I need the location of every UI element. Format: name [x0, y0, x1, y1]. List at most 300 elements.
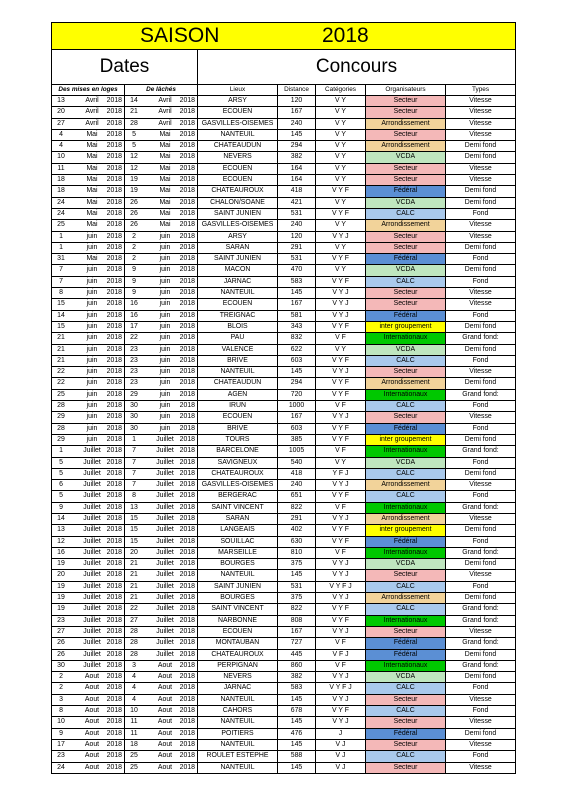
table-row [52, 355, 516, 366]
lieu-cell: SAVIGNEUX [198, 457, 278, 468]
lacher-date-day: 10 [130, 707, 138, 715]
lacher-date-day: 7 [132, 458, 136, 466]
lacher-date-year: 2018 [179, 368, 195, 376]
categories-cell: V Y F [316, 615, 366, 626]
lacher-date-month: Juillet [156, 627, 174, 635]
organisateur-cell: Fédéral [366, 728, 446, 739]
table-row [52, 547, 516, 558]
categories-cell: V Y [316, 344, 366, 355]
organisateur-cell: Internationaux [366, 660, 446, 671]
organisateur-cell: Arrondissement [366, 378, 446, 389]
lacher-date-year: 2018 [179, 142, 195, 150]
type-cell: Grand fond: [446, 502, 516, 513]
mise-en-loge-date [52, 513, 125, 524]
lacher-date-day: 28 [130, 627, 138, 635]
table-row [52, 276, 516, 287]
mise-en-loge-date [52, 141, 125, 152]
lacher-date-year: 2018 [179, 481, 195, 489]
mise-en-loge-date-day: 21 [57, 356, 65, 364]
distance-cell: 603 [278, 355, 316, 366]
categories-cell: V Y [316, 152, 366, 163]
lacher-date [125, 468, 198, 479]
type-cell: Fond [446, 208, 516, 219]
lacher-date [125, 672, 198, 683]
mise-en-loge-date-year: 2018 [106, 548, 122, 556]
lacher-date [125, 96, 198, 107]
lacher-date-year: 2018 [179, 661, 195, 669]
mise-en-loge-date-month: Mai [86, 153, 98, 161]
mise-en-loge-date-year: 2018 [106, 605, 122, 613]
distance-cell: 531 [278, 581, 316, 592]
lacher-date-month: juin [159, 277, 171, 285]
mise-en-loge-date [52, 220, 125, 231]
mise-en-loge-date [52, 389, 125, 400]
mise-en-loge-date-month: Juillet [83, 560, 101, 568]
type-cell: Vitesse [446, 480, 516, 491]
lacher-date [125, 638, 198, 649]
categories-cell: V J [316, 739, 366, 750]
mise-en-loge-date-month: Aout [84, 763, 100, 771]
distance-cell: 145 [278, 367, 316, 378]
organisateur-cell: VCDA [366, 672, 446, 683]
mise-en-loge-date-year: 2018 [106, 526, 122, 534]
mise-en-loge-date-day: 10 [57, 153, 65, 161]
lacher-date-year: 2018 [179, 447, 195, 455]
lacher-date-day: 1 [132, 435, 136, 443]
lacher-date [125, 208, 198, 219]
type-cell: Vitesse [446, 412, 516, 423]
type-cell: Vitesse [446, 299, 516, 310]
lacher-date-month: juin [159, 289, 171, 297]
mise-en-loge-date [52, 615, 125, 626]
mise-en-loge-date-month: Juillet [83, 548, 101, 556]
table-row [52, 502, 516, 513]
mise-en-loge-date-month: juin [86, 368, 98, 376]
distance-cell: 164 [278, 163, 316, 174]
lacher-date [125, 615, 198, 626]
lacher-date-year: 2018 [179, 221, 195, 229]
lacher-date-month: Aout [157, 740, 173, 748]
lieu-cell: NANTEUIL [198, 762, 278, 773]
distance-cell: 418 [278, 186, 316, 197]
lacher-date-month: Aout [157, 752, 173, 760]
mise-en-loge-date [52, 649, 125, 660]
lacher-date-year: 2018 [179, 164, 195, 172]
categories-cell: V Y F [316, 706, 366, 717]
mise-en-loge-date-month: Mai [86, 221, 98, 229]
lacher-date-day: 16 [130, 311, 138, 319]
lacher-date-year: 2018 [179, 424, 195, 432]
lacher-date-year: 2018 [179, 571, 195, 579]
lacher-date [125, 152, 198, 163]
lacher-date [125, 649, 198, 660]
lacher-date-day: 30 [130, 402, 138, 410]
mise-en-loge-date-day: 19 [57, 605, 65, 613]
mise-en-loge-date-year: 2018 [106, 571, 122, 579]
lacher-date-year: 2018 [179, 740, 195, 748]
categories-cell: V Y J [316, 570, 366, 581]
lacher-date-month: Aout [157, 661, 173, 669]
organisateur-cell: Secteur [366, 626, 446, 637]
categories-cell: V Y J [316, 593, 366, 604]
lacher-date-day: 25 [130, 763, 138, 771]
organisateur-cell: CALC [366, 208, 446, 219]
organisateur-cell: Secteur [366, 163, 446, 174]
type-cell: Fond [446, 401, 516, 412]
mise-en-loge-date-day: 5 [59, 458, 63, 466]
mise-en-loge-date-year: 2018 [106, 447, 122, 455]
lacher-date-year: 2018 [179, 684, 195, 692]
table-row [52, 333, 516, 344]
mise-en-loge-date-year: 2018 [106, 560, 122, 568]
categories-cell: V Y [316, 265, 366, 276]
lieu-cell: MONTAUBAN [198, 638, 278, 649]
lacher-date-month: Avril [158, 97, 172, 104]
mise-en-loge-date [52, 446, 125, 457]
lacher-date-month: juin [159, 379, 171, 387]
categories-cell: V Y F [316, 186, 366, 197]
mise-en-loge-date-year: 2018 [106, 266, 122, 274]
mise-en-loge-date [52, 739, 125, 750]
mise-en-loge-date-month: juin [86, 266, 98, 274]
mise-en-loge-date-day: 13 [57, 526, 65, 534]
lacher-date-day: 2 [132, 243, 136, 251]
mise-en-loge-date-day: 4 [59, 142, 63, 150]
categories-cell: V J [316, 751, 366, 762]
mise-en-loge-date [52, 728, 125, 739]
lacher-date-month: Aout [157, 695, 173, 703]
mise-en-loge-date-month: juin [86, 300, 98, 308]
categories-cell: V Y [316, 175, 366, 186]
lacher-date-day: 21 [130, 594, 138, 602]
lacher-date-year: 2018 [179, 277, 195, 285]
lacher-date-year: 2018 [179, 435, 195, 443]
type-cell: Grand fond: [446, 333, 516, 344]
categories-cell: V F J [316, 649, 366, 660]
distance-cell: 385 [278, 434, 316, 445]
lacher-date-day: 26 [130, 221, 138, 229]
lacher-date [125, 434, 198, 445]
lacher-date [125, 536, 198, 547]
organisateur-cell: Fédéral [366, 649, 446, 660]
mise-en-loge-date-month: juin [86, 311, 98, 319]
mise-en-loge-date-day: 13 [57, 97, 65, 104]
lacher-date [125, 694, 198, 705]
type-cell: Fond [446, 491, 516, 502]
mise-en-loge-date-day: 19 [57, 560, 65, 568]
categories-cell: V Y J [316, 717, 366, 728]
mise-en-loge-date-year: 2018 [106, 243, 122, 251]
categories-cell: V Y J [316, 231, 366, 242]
lacher-date-year: 2018 [179, 402, 195, 410]
mise-en-loge-date-day: 24 [57, 763, 65, 771]
lieu-cell: CHATEAUROUX [198, 649, 278, 660]
lacher-date-month: juin [159, 232, 171, 240]
mise-en-loge-date-month: Aout [84, 752, 100, 760]
table-row [52, 660, 516, 671]
organisateur-cell: CALC [366, 401, 446, 412]
lacher-date [125, 480, 198, 491]
mise-en-loge-date-day: 1 [59, 447, 63, 455]
mise-en-loge-date-year: 2018 [106, 469, 122, 477]
mise-en-loge-date-year: 2018 [106, 142, 122, 150]
lieu-cell: GASVILLES-OISEMES [198, 220, 278, 231]
lacher-date-year: 2018 [179, 548, 195, 556]
mise-en-loge-date-year: 2018 [106, 164, 122, 172]
lacher-date-year: 2018 [179, 209, 195, 217]
lieu-cell: SAINT JUNIEN [198, 254, 278, 265]
mise-en-loge-date [52, 231, 125, 242]
lieu-cell: ECOUEN [198, 412, 278, 423]
mise-en-loge-date [52, 604, 125, 615]
categories-cell: V Y F [316, 604, 366, 615]
mise-en-loge-date [52, 367, 125, 378]
mise-en-loge-date-year: 2018 [106, 718, 122, 726]
lacher-date-day: 12 [130, 153, 138, 161]
mise-en-loge-date-year: 2018 [106, 616, 122, 624]
lacher-date-month: Mai [159, 176, 171, 184]
table-row [52, 288, 516, 299]
lacher-date [125, 739, 198, 750]
organisateur-cell: VCDA [366, 344, 446, 355]
mise-en-loge-date-month: Mai [86, 209, 98, 217]
mise-en-loge-date-day: 21 [57, 334, 65, 342]
mise-en-loge-date [52, 96, 125, 107]
lacher-date-month: Juillet [156, 571, 174, 579]
mise-en-loge-date-month: Mai [86, 187, 98, 195]
mise-en-loge-date [52, 412, 125, 423]
distance-cell: 603 [278, 423, 316, 434]
distance-cell: 240 [278, 220, 316, 231]
table-row [52, 197, 516, 208]
type-cell: Grand fond: [446, 638, 516, 649]
lacher-date-month: Mai [159, 164, 171, 172]
mise-en-loge-date-year: 2018 [106, 176, 122, 184]
title-saison: SAISON [140, 24, 220, 47]
type-cell: Demi fond [446, 186, 516, 197]
mise-en-loge-date-year: 2018 [106, 684, 122, 692]
mise-en-loge-date-year: 2018 [106, 752, 122, 760]
lacher-date-day: 19 [130, 176, 138, 184]
lacher-date-day: 30 [130, 424, 138, 432]
type-cell: Grand fond: [446, 604, 516, 615]
mise-en-loge-date-day: 8 [59, 707, 63, 715]
mise-en-loge-date-year: 2018 [106, 458, 122, 466]
table-row [52, 570, 516, 581]
mise-en-loge-date-year: 2018 [106, 277, 122, 285]
lieu-cell: PERPIGNAN [198, 660, 278, 671]
lacher-date-day: 26 [130, 209, 138, 217]
mise-en-loge-date-month: Aout [84, 718, 100, 726]
lacher-date [125, 513, 198, 524]
organisateur-cell: CALC [366, 751, 446, 762]
mise-en-loge-date-day: 19 [57, 582, 65, 590]
mise-en-loge-date-month: Juillet [83, 503, 101, 511]
table-row [52, 175, 516, 186]
organisateur-cell: Fédéral [366, 423, 446, 434]
organisateur-cell: Arrondissement [366, 220, 446, 231]
lacher-date-month: juin [159, 368, 171, 376]
lacher-date [125, 344, 198, 355]
mise-en-loge-date-year: 2018 [106, 119, 122, 127]
lacher-date-month: Juillet [156, 514, 174, 522]
mise-en-loge-date-year: 2018 [106, 435, 122, 443]
organisateur-cell: Arrondissement [366, 513, 446, 524]
lacher-date-month: juin [159, 266, 171, 274]
lacher-date-day: 21 [130, 108, 138, 116]
mise-en-loge-date-month: Mai [86, 142, 98, 150]
organisateur-cell: inter groupement [366, 321, 446, 332]
lieu-cell: BARCELONE [198, 446, 278, 457]
lacher-date-day: 23 [130, 368, 138, 376]
table-row [52, 593, 516, 604]
lacher-date [125, 367, 198, 378]
mise-en-loge-date [52, 118, 125, 129]
mise-en-loge-date-year: 2018 [106, 198, 122, 206]
table-row [52, 604, 516, 615]
mise-en-loge-date-year: 2018 [106, 379, 122, 387]
organisateur-cell: CALC [366, 706, 446, 717]
lieu-cell: NARBONNE [198, 615, 278, 626]
lacher-date [125, 378, 198, 389]
mise-en-loge-date-year: 2018 [106, 514, 122, 522]
mise-en-loge-date [52, 344, 125, 355]
distance-cell: 470 [278, 265, 316, 276]
lacher-date-day: 22 [130, 334, 138, 342]
lieu-cell: TREIGNAC [198, 310, 278, 321]
mise-en-loge-date [52, 706, 125, 717]
type-cell: Demi fond [446, 672, 516, 683]
mise-en-loge-date-day: 31 [57, 255, 65, 263]
table-row [52, 559, 516, 570]
organisateur-cell: Internationaux [366, 333, 446, 344]
distance-cell: 630 [278, 536, 316, 547]
categories-cell: V Y [316, 242, 366, 253]
type-cell: Grand fond: [446, 547, 516, 558]
lacher-date-year: 2018 [179, 119, 195, 127]
lacher-date-day: 22 [130, 605, 138, 613]
lacher-date [125, 265, 198, 276]
lacher-date-day: 19 [130, 187, 138, 195]
lacher-date [125, 581, 198, 592]
mise-en-loge-date [52, 672, 125, 683]
type-cell: Vitesse [446, 96, 516, 107]
type-cell: Fond [446, 706, 516, 717]
mise-en-loge-date-year: 2018 [106, 390, 122, 398]
mise-en-loge-date-day: 3 [59, 695, 63, 703]
lacher-date-year: 2018 [179, 413, 195, 421]
lacher-date [125, 355, 198, 366]
distance-cell: 294 [278, 141, 316, 152]
lacher-date-year: 2018 [179, 255, 195, 263]
mise-en-loge-date-day: 19 [57, 594, 65, 602]
mise-en-loge-date [52, 525, 125, 536]
distance-cell: 120 [278, 96, 316, 107]
lacher-date [125, 706, 198, 717]
mise-en-loge-date-day: 24 [57, 209, 65, 217]
mise-en-loge-date-day: 10 [57, 718, 65, 726]
lacher-date-day: 30 [130, 413, 138, 421]
mise-en-loge-date-month: Juillet [83, 639, 101, 647]
mise-en-loge-date-day: 15 [57, 322, 65, 330]
organisateur-cell: CALC [366, 604, 446, 615]
mise-en-loge-date [52, 197, 125, 208]
distance-cell: 822 [278, 502, 316, 513]
table-row [52, 706, 516, 717]
mise-en-loge-date-day: 2 [59, 684, 63, 692]
organisateur-cell: Secteur [366, 107, 446, 118]
title-year: 2018 [322, 24, 369, 47]
mise-en-loge-date [52, 265, 125, 276]
mise-en-loge-date-month: Juillet [83, 582, 101, 590]
lieu-cell: SAINT JUNIEN [198, 208, 278, 219]
mise-en-loge-date [52, 401, 125, 412]
mise-en-loge-date-year: 2018 [106, 130, 122, 138]
lacher-date-day: 11 [130, 729, 138, 737]
lieu-cell: JARNAC [198, 683, 278, 694]
type-cell: Demi fond [446, 593, 516, 604]
organisateur-cell: CALC [366, 581, 446, 592]
table-row [52, 412, 516, 423]
mise-en-loge-date-month: Avril [85, 97, 99, 104]
mise-en-loge-date-day: 1 [59, 232, 63, 240]
mise-en-loge-date-year: 2018 [106, 187, 122, 195]
lacher-date-year: 2018 [179, 130, 195, 138]
table-row [52, 96, 516, 107]
distance-cell: 583 [278, 276, 316, 287]
mise-en-loge-date-day: 5 [59, 492, 63, 500]
table-row [52, 649, 516, 660]
mise-en-loge-date-month: juin [86, 345, 98, 353]
mise-en-loge-date [52, 626, 125, 637]
table-row [52, 615, 516, 626]
lacher-date-day: 11 [130, 718, 138, 726]
lacher-date-day: 21 [130, 571, 138, 579]
mise-en-loge-date-year: 2018 [106, 582, 122, 590]
header-types: Types [446, 85, 516, 96]
mise-en-loge-date [52, 683, 125, 694]
distance-cell: 164 [278, 175, 316, 186]
organisateur-cell: Secteur [366, 231, 446, 242]
mise-en-loge-date-year: 2018 [106, 368, 122, 376]
organisateur-cell: CALC [366, 491, 446, 502]
lacher-date [125, 141, 198, 152]
lacher-date [125, 231, 198, 242]
mise-en-loge-date [52, 175, 125, 186]
type-cell: Demi fond [446, 265, 516, 276]
lacher-date [125, 502, 198, 513]
lacher-date [125, 242, 198, 253]
lieu-cell: GASVILLES-OISEMES [198, 480, 278, 491]
categories-cell: V Y J [316, 513, 366, 524]
lieu-cell: ARSY [198, 96, 278, 107]
lieu-cell: LANGEAIS [198, 525, 278, 536]
mise-en-loge-date-day: 20 [57, 108, 65, 116]
lieu-cell: NEVERS [198, 152, 278, 163]
lacher-date-day: 18 [130, 740, 138, 748]
type-cell: Fond [446, 355, 516, 366]
lacher-date-day: 28 [130, 639, 138, 647]
mise-en-loge-date-day: 15 [57, 300, 65, 308]
lacher-date-year: 2018 [179, 243, 195, 251]
lacher-date-day: 4 [132, 673, 136, 681]
organisateur-cell: Secteur [366, 412, 446, 423]
lacher-date-year: 2018 [179, 266, 195, 274]
lacher-date-year: 2018 [179, 729, 195, 737]
lieu-cell: TOURS [198, 434, 278, 445]
lieu-cell: ECOUEN [198, 175, 278, 186]
table-row [52, 254, 516, 265]
